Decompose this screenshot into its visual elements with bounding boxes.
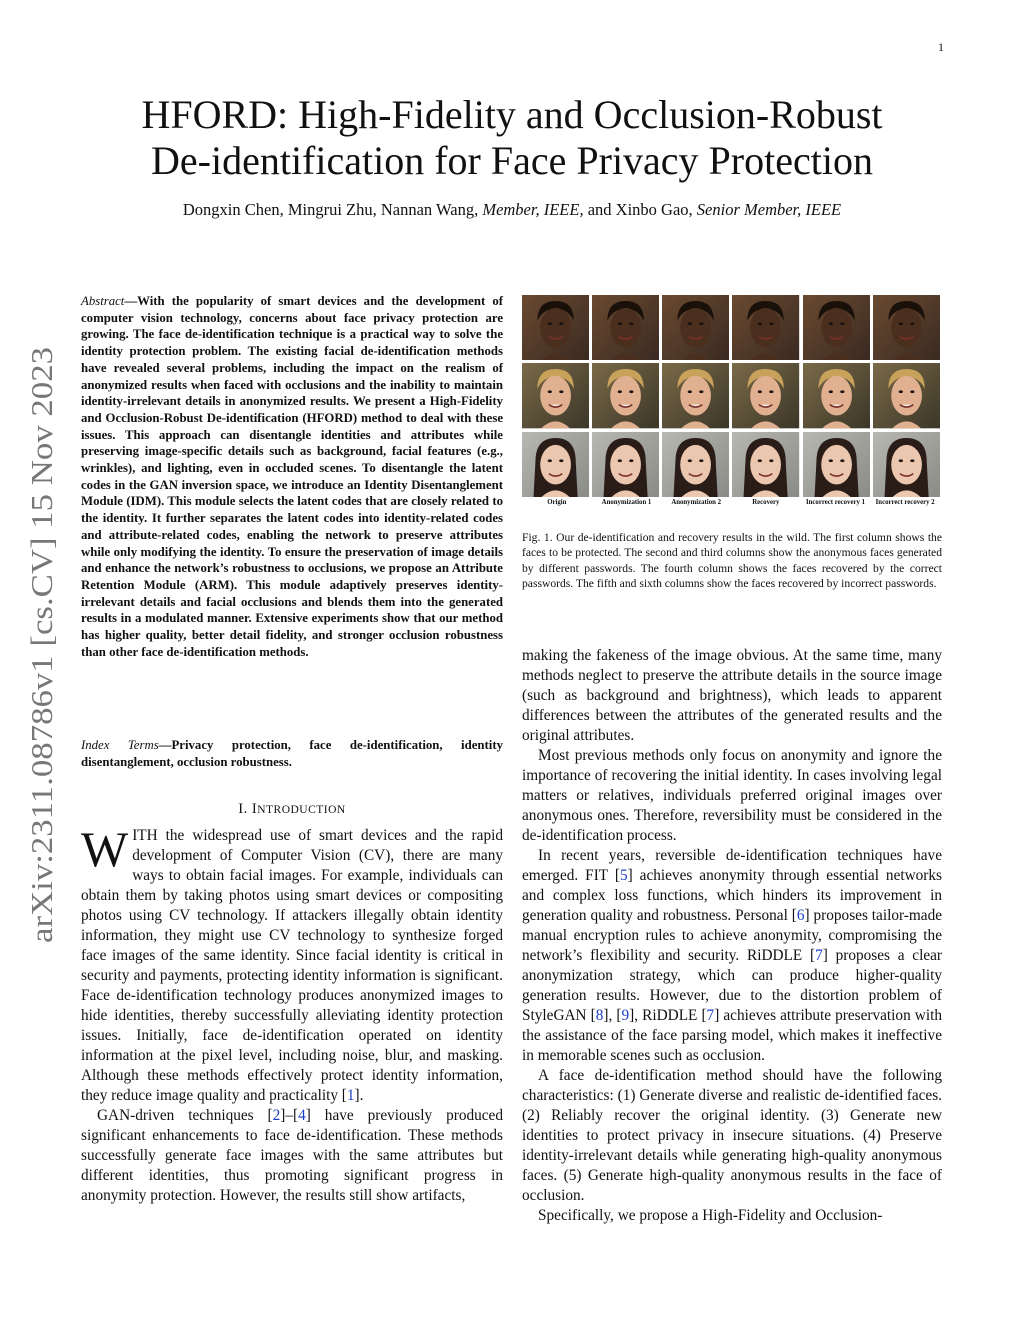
citation-link[interactable]: 7 — [706, 1007, 715, 1024]
citation-link[interactable]: 2 — [272, 1107, 281, 1124]
author-names: Dongxin Chen, Mingrui Zhu, Nannan Wang, — [182, 200, 483, 219]
intro-right-paragraph-2: Most previous methods only focus on anonymity and ignore the importance of recovering the initial identity. In cases involving legal matters or relatives, individuals preferred original images over anonymous ones. Therefore, reversibility must be considered in the de-identification process. — [522, 747, 942, 844]
abstract-lead: Abstract — [81, 294, 125, 308]
paper-title — [0, 92, 1024, 184]
face-image — [592, 432, 659, 497]
citation-link[interactable]: 7 — [815, 947, 823, 964]
citation-link[interactable]: 9 — [621, 1007, 630, 1024]
citation-link[interactable]: 5 — [619, 867, 628, 884]
intro-left-column — [81, 821, 503, 1206]
intro-paragraph-2: GAN-driven techniques [2]–[4] have previously produced significant enhancements to face de-identification. These methods successfully generate face images with the same attributes but different identities, thus promoting significant progress in anonymity protection. However, the results still show artifacts, — [81, 1107, 503, 1204]
index-terms — [81, 737, 503, 770]
author-list — [0, 200, 1024, 220]
citation-link[interactable]: 8 — [595, 1007, 604, 1024]
face-image — [732, 363, 799, 428]
face-image — [662, 295, 729, 360]
face-image — [592, 295, 659, 360]
intro-right-paragraph-3: In recent years, reversible de-identification techniques have emerged. FIT [5] achieves anonymity through essential networks and complex loss functions, which hinders its improvement in generation quality and robustness. Personal [6] proposes tailor-made manual encryption rules to achieve anonymity, compromising the network’s flexibility and security. RiDDLE [7] proposes a clear anonymization strategy, which can produce higher-quality generation results. However, due to the distortion problem of StyleGAN [8], [9], RiDDLE [7] achieves attribute preservation with the assistance of the face parsing model, which makes it ineffective in memorable scenes such as occlusion. — [522, 847, 943, 1064]
page-number: 1 — [938, 40, 944, 54]
figure-column-label: Incorrect recovery 2 — [875, 499, 935, 506]
face-image — [803, 295, 870, 360]
intro-right-paragraph-1: making the fakeness of the image obvious. At the same time, many methods neglect to preserve the attribute details in the source image (such as background and brightness), which leads to apparent differences between the attributes of the generated results and the original attributes. — [522, 647, 942, 744]
face-image — [522, 432, 589, 497]
index-terms-text: —Privacy protection, face de-identification, identity disentanglement, occlusion robustness. — [81, 738, 503, 769]
face-image — [803, 363, 870, 428]
figure-1 — [522, 295, 940, 510]
figure-column-labels — [522, 499, 940, 506]
face-image — [873, 295, 940, 360]
citation-link[interactable]: 4 — [298, 1107, 306, 1124]
author-member: Member, IEEE, — [482, 200, 584, 219]
face-image — [803, 432, 870, 497]
face-image — [522, 363, 589, 428]
arxiv-stamp — [10, 345, 66, 945]
face-image-grid — [522, 295, 940, 497]
index-terms-lead: Index Terms — [81, 738, 159, 752]
arxiv-stamp-text: arXiv:2311.08786v1 [cs.CV] 15 Nov 2023 — [24, 412, 59, 943]
face-image — [873, 363, 940, 428]
intro-right-paragraph-4: A face de-identification method should have the following characteristics: (1) Generate diverse and realistic de-identified faces. (2) Reliably recover the original identity. (3) Generate new identities to protect privacy in insecure situations. (4) Preserve identity-irrelevant details while generating high-quality anonymous faces. (5) Generate high-quality anonymous results in the face of occlusion. — [522, 1067, 942, 1204]
drop-cap: W — [81, 821, 129, 877]
figure-column-label: Recovery — [752, 499, 780, 506]
abstract — [81, 293, 503, 660]
section-heading-introduction: I. INTRODUCTION — [238, 801, 346, 817]
face-image — [732, 432, 799, 497]
intro-right-paragraph-5: Specifically, we propose a High-Fidelity and Occlusion- — [538, 1207, 883, 1224]
title-line-1: HFORD: High-Fidelity and Occlusion-Robust — [141, 92, 883, 137]
citation-link[interactable]: 6 — [796, 907, 805, 924]
citation-link[interactable]: 1 — [346, 1087, 355, 1104]
title-line-2: De-identification for Face Privacy Protection — [151, 138, 873, 183]
face-image — [662, 432, 729, 497]
figure-column-label: Anonymization 1 — [601, 499, 652, 506]
author-and: and Xinbo Gao, — [583, 200, 697, 219]
figure-column-label: Origin — [547, 499, 567, 506]
figure-caption: Fig. 1. Our de-identification and recovery results in the wild. The first column shows the faces to be protected. The second and third columns show the anonymous faces generated by different passwords. The fourth column shows the faces recovered by the correct passwords. The fifth and sixth columns show the faces recovered by incorrect passwords. — [522, 531, 942, 590]
face-image — [592, 363, 659, 428]
face-image — [522, 295, 589, 360]
abstract-text: —With the popularity of smart devices and the development of computer vision technology, concerns about face privacy protection are growing. The face de-identification technique is a practical way to solve the identity protection problem. The existing facial de-identification methods have revealed several problems, including the impact on the realism of anonymized results when faced with occlusions and the inability to maintain identity-irrelevant details in anonymized results. We present a High-Fidelity and Occlusion-Robust De-identification (HFORD) method to deal with these issues. This approach can disentangle identities and attributes while preserving image-specific details such as background, facial features (e.g., wrinkles), and lighting, even in occluded scenes. To disentangle the latent codes in the GAN inversion space, we introduce an Identity Disentanglement Module (IDM). This module selects the latent codes that are closely related to the identity. It further separates the latent codes into identity-related codes and attribute-related codes, enabling the network to preserve attributes while only modifying the identity. To ensure the preservation of image details and enhance the network’s robustness to occlusions, we propose an Attribute Retention Module (ARM). This module adaptively preserves identity-irrelevant details and facial occlusions and blends them into the generated results in a modulated manner. Extensive experiments show that our method has higher quality, better detail fidelity, and stronger occlusion robustness than other face de-identification methods. — [81, 294, 503, 659]
face-image — [732, 295, 799, 360]
face-image — [662, 363, 729, 428]
intro-paragraph-1: WITH the widespread use of smart devices and the rapid development of Computer Vision (CV), there are many ways to obtain facial images. For example, individuals can obtain them by taking photos using smart devices or compositing photos using CV technology. If attackers illegally obtain identity information, they might use CV technology to synthesize forged face images of the same identity. Since facial identity is critical in security and payments, protecting identity information is significant. Face de-identification technology produces anonymized images to hide identities, thereby successfully alleviating identity protection issues. Initially, face de-identification operated on identity information at the pixel level, including noise, blur, and masking. Although these methods effectively protect identity information, they reduce image quality and practicality [1]. — [81, 821, 503, 1104]
figure-column-label: Incorrect recovery 1 — [805, 499, 865, 506]
face-image — [873, 432, 940, 497]
author-senior: Senior Member, IEEE — [696, 200, 842, 219]
intro-right-column — [522, 646, 942, 1226]
figure-column-label: Anonymization 2 — [671, 499, 721, 506]
